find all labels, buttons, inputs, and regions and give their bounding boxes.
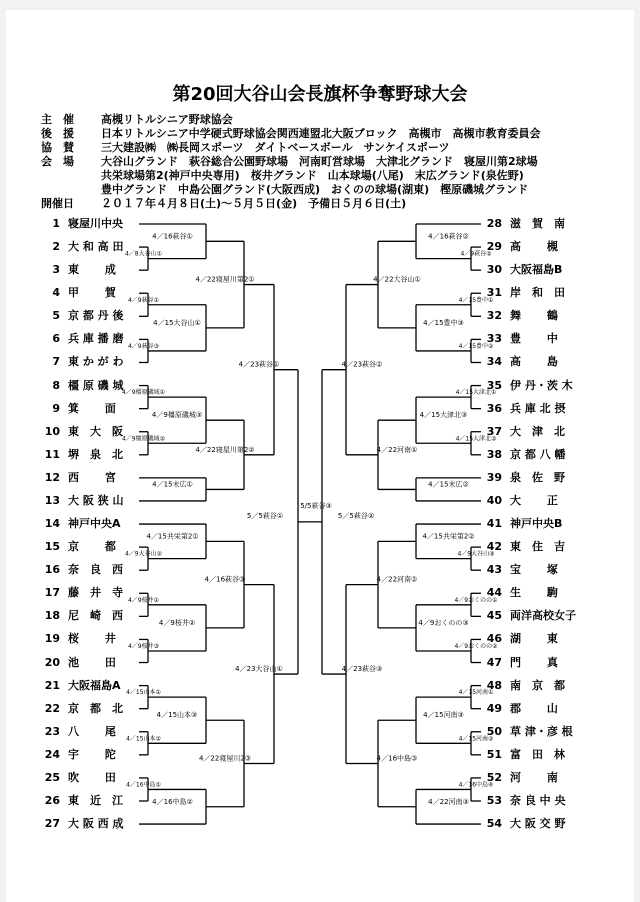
- team-number: 21: [44, 678, 60, 692]
- team-number: 6: [52, 332, 60, 346]
- match-a4-label: 4／15豊中②: [458, 342, 494, 350]
- match-a1-label: 4／9萩谷②: [460, 250, 492, 258]
- team-name: 橿 原 磯 城: [68, 378, 124, 392]
- page-title: 第20回大谷山会長旗杯争奪野球大会: [172, 84, 468, 105]
- team-number: 33: [486, 332, 502, 346]
- match-b5-label: 4／22寝屋川第2②: [195, 445, 255, 454]
- match-ab-label: 4／23萩谷①: [238, 360, 280, 369]
- team-number: 34: [486, 355, 502, 369]
- team-number: 24: [44, 747, 60, 761]
- match-c2-label: 4／15共栄第2①: [146, 532, 199, 541]
- team-name: 寝屋川中央: [68, 217, 123, 230]
- match-c3-label: 4／9桜井①: [127, 596, 160, 604]
- team-name: 豊 中: [510, 332, 558, 346]
- team-name: 神戸中央B: [510, 517, 563, 531]
- team-name: 大阪福島B: [510, 263, 563, 277]
- team-name: 吹 田: [68, 770, 116, 784]
- team-name: 奈 良 中 央: [510, 794, 566, 807]
- match-a2-label: 4／16萩谷①: [152, 232, 193, 241]
- support-label: 後 援: [41, 127, 74, 140]
- team-number: 31: [486, 286, 502, 300]
- sponsor-text: 三大建設㈱ ㈱長岡スポーツ ダイトベースボール サンケイスポーツ: [101, 141, 450, 154]
- team-name: 東 成: [68, 263, 116, 277]
- team-name: 箕 面: [68, 401, 116, 415]
- team-number: 3: [52, 263, 60, 277]
- match-b2-label: 4／15大津北②: [455, 435, 497, 443]
- team-number: 5: [52, 309, 60, 323]
- organizer-text: 高槻リトルシニア野球協会: [101, 113, 233, 126]
- venue-text-2: 共栄球場第2(神戸中央専用) 桜井グランド 山本球場(八尾) 末広グランド(泉佐野): [101, 169, 524, 182]
- team-name: 東 大 阪: [68, 424, 123, 438]
- team-name: 両洋高校女子: [510, 609, 576, 623]
- team-name: 甲 賀: [68, 286, 116, 300]
- match-d1-label: 4／15山本①: [126, 689, 161, 697]
- team-name: 富 田 林: [510, 747, 565, 761]
- team-number: 53: [486, 794, 502, 807]
- match-b3-label: 4／15大津北③: [419, 411, 468, 420]
- team-number: 11: [44, 447, 60, 461]
- team-name: 岸 和 田: [510, 286, 565, 300]
- team-number: 22: [44, 701, 60, 715]
- team-name: 東 近 江: [68, 794, 123, 807]
- match-a1-label: 4／8大谷山①: [124, 250, 163, 258]
- team-name: 高 島: [510, 355, 558, 369]
- team-number: 52: [486, 770, 502, 784]
- team-number: 47: [486, 655, 502, 669]
- team-number: 54: [486, 817, 502, 831]
- team-number: 8: [52, 378, 60, 392]
- team-name: 八 尾: [68, 724, 116, 738]
- match-semi-label: 5／5萩谷①: [246, 511, 284, 520]
- team-name: 大 阪 狭 山: [68, 493, 124, 507]
- team-name: 舞 鶴: [510, 309, 558, 323]
- team-number: 1: [52, 217, 60, 230]
- team-name: 草 津・彦 根: [510, 724, 573, 738]
- team-number: 9: [52, 401, 60, 415]
- match-b2-label: 4／9橿原磯城②: [121, 435, 166, 443]
- match-d1-label: 4／15河南①: [458, 689, 494, 697]
- match-b5-label: 4／22河南①: [376, 445, 418, 454]
- team-name: 京 都 八 幡: [510, 447, 566, 461]
- team-number: 40: [486, 493, 502, 507]
- team-name: 生 駒: [510, 586, 558, 600]
- match-ab-label: 4／23萩谷②: [341, 360, 383, 369]
- team-number: 42: [486, 540, 502, 554]
- team-name: 奈 良 西: [68, 563, 123, 577]
- match-semi-label: 5／5萩谷②: [337, 511, 375, 520]
- team-name: 桜 井: [68, 632, 116, 646]
- match-d4-label: 4／16中島④: [458, 781, 494, 789]
- team-name: 西 宮: [68, 470, 116, 484]
- match-d6-label: 4／22寝屋川2③: [198, 754, 252, 763]
- team-number: 18: [44, 609, 60, 623]
- team-number: 41: [486, 517, 502, 531]
- team-name: 尼 崎 西: [68, 609, 123, 623]
- match-c1-label: 4／9大谷山③: [457, 550, 495, 558]
- team-name: 宇 陀: [68, 747, 116, 761]
- team-name: 堺 泉 北: [68, 447, 123, 461]
- team-number: 29: [486, 240, 502, 254]
- team-name: 大 和 高 田: [68, 240, 124, 254]
- match-b1-label: 4／15大津北①: [455, 389, 497, 397]
- team-name: 伊 丹・茨 木: [510, 378, 573, 392]
- team-number: 19: [44, 632, 60, 646]
- team-number: 50: [486, 724, 502, 738]
- match-a5-label: 4／15大谷山①: [153, 318, 201, 327]
- team-name: 京 都 丹 後: [68, 309, 124, 323]
- team-number: 49: [486, 701, 502, 715]
- match-d2-label: 4／15河南②: [458, 735, 494, 743]
- team-name: 東 か が わ: [68, 355, 124, 369]
- match-a4-label: 4／9萩谷③: [127, 342, 160, 350]
- team-name: 京 都: [68, 540, 116, 554]
- team-number: 10: [44, 424, 60, 438]
- team-number: 51: [486, 747, 502, 761]
- match-c4-label: 4／9桜井③: [127, 642, 160, 650]
- match-d5-label: 4／22河南③: [428, 797, 469, 806]
- team-number: 30: [486, 263, 502, 277]
- team-number: 17: [44, 586, 60, 600]
- team-number: 13: [44, 493, 60, 507]
- team-number: 14: [44, 517, 60, 531]
- team-name: 湖 東: [510, 632, 558, 646]
- match-a6-label: 4／22寝屋川第2①: [195, 275, 255, 284]
- team-number: 4: [52, 286, 60, 300]
- team-name: 京 都 北: [68, 701, 123, 715]
- match-b3-label: 4／9橿原磯城③: [151, 411, 203, 420]
- team-number: 32: [486, 309, 502, 323]
- team-name: 滋 賀 南: [510, 217, 565, 230]
- team-name: 兵 庫 播 磨: [68, 332, 124, 346]
- team-number: 45: [486, 609, 502, 623]
- match-c4-label: 4／9おくのの②: [454, 642, 498, 650]
- team-name: 郡 山: [510, 701, 558, 715]
- tournament-sheet: [6, 10, 634, 902]
- sponsor-label: 協 賛: [41, 141, 74, 154]
- team-name: 東 住 吉: [510, 540, 565, 554]
- match-b4-label: 4／15末広①: [152, 480, 193, 489]
- team-name: 高 槻: [510, 240, 558, 254]
- match-a3-label: 4／9萩谷①: [127, 296, 160, 304]
- venue-label: 会 場: [41, 155, 74, 168]
- team-name: 泉 佐 野: [510, 470, 565, 484]
- match-c5-label: 4／9おくのの③: [418, 618, 469, 627]
- venue-text-1: 大谷山グランド 萩谷総合公園野球場 河南町営球場 大津北グランド 寝屋川第2球場: [101, 155, 538, 168]
- match-d3-label: 4／15河南③: [423, 711, 464, 720]
- match-a2-label: 4／16萩谷②: [428, 232, 469, 241]
- match-cd-label: 4／23大谷山①: [235, 665, 283, 674]
- team-name: 神戸中央A: [68, 517, 121, 531]
- bracket-diagram: [6, 10, 634, 902]
- match-c6-label: 4／22河南②: [376, 575, 418, 584]
- team-number: 16: [44, 563, 60, 577]
- match-cd-label: 4／23萩谷③: [341, 665, 383, 674]
- team-number: 39: [486, 470, 502, 484]
- team-number: 36: [486, 401, 502, 415]
- match-d6-label: 4／16中島③: [376, 754, 418, 763]
- organizer-label: 主 催: [41, 113, 74, 126]
- team-number: 37: [486, 424, 502, 438]
- team-name: 宝 塚: [510, 563, 558, 577]
- team-name: 大 阪 西 成: [68, 817, 124, 831]
- match-d3-label: 4／15山本③: [156, 711, 198, 720]
- team-name: 河 南: [510, 770, 558, 784]
- team-number: 15: [44, 540, 60, 554]
- final-label: 5/5萩谷③: [300, 501, 332, 510]
- team-name: 大 津 北: [510, 424, 565, 438]
- match-c1-label: 4／9大谷山②: [124, 550, 163, 558]
- team-name: 池 田: [68, 655, 116, 669]
- match-d5-label: 4／16中島②: [152, 797, 193, 806]
- team-number: 27: [44, 817, 60, 831]
- team-number: 7: [52, 355, 60, 369]
- match-a3-label: 4／15豊中①: [458, 296, 494, 304]
- team-number: 43: [486, 563, 502, 577]
- match-a5-label: 4／15豊中③: [423, 318, 464, 327]
- team-number: 25: [44, 770, 60, 784]
- match-c6-label: 4／16萩谷③: [204, 575, 246, 584]
- team-number: 2: [52, 240, 60, 254]
- match-b1-label: 4／9橿原磯城①: [121, 389, 166, 397]
- support-text: 日本リトルシニア中学硬式野球協会関西連盟北大阪ブロック 高槻市 高槻市教育委員会: [101, 127, 541, 140]
- team-number: 48: [486, 678, 502, 692]
- team-number: 23: [44, 724, 60, 738]
- match-d4-label: 4／16中島①: [126, 781, 161, 789]
- team-number: 38: [486, 447, 502, 461]
- match-c3-label: 4／9おくのの①: [454, 596, 498, 604]
- team-name: 南 京 都: [510, 678, 565, 692]
- match-b4-label: 4／15末広②: [428, 480, 469, 489]
- dates-label: 開催日: [41, 197, 74, 210]
- team-number: 12: [44, 470, 60, 484]
- match-c5-label: 4／9桜井②: [158, 618, 196, 627]
- team-name: 大 正: [510, 493, 558, 507]
- match-a6-label: 4／22大谷山①: [373, 275, 421, 284]
- match-d2-label: 4／15山本②: [126, 735, 161, 743]
- team-name: 門 真: [510, 655, 558, 669]
- team-name: 大 阪 交 野: [510, 817, 566, 831]
- team-number: 46: [486, 632, 502, 646]
- team-name: 兵 庫 北 摂: [510, 401, 566, 415]
- dates-text: ２０１７年４月８日(土)～５月５日(金) 予備日５月６日(土): [101, 197, 407, 210]
- team-number: 20: [44, 655, 60, 669]
- team-number: 44: [486, 586, 502, 600]
- team-number: 26: [44, 794, 60, 807]
- team-name: 大阪福島A: [68, 678, 121, 692]
- team-number: 28: [486, 217, 502, 230]
- team-name: 藤 井 寺: [68, 586, 123, 600]
- team-number: 35: [486, 378, 502, 392]
- match-c2-label: 4／15共栄第2②: [422, 532, 475, 541]
- venue-text-3: 豊中グランド 中島公園グランド(大阪西成) おくのの球場(湖東) 樫原磯城グランド: [101, 183, 529, 196]
